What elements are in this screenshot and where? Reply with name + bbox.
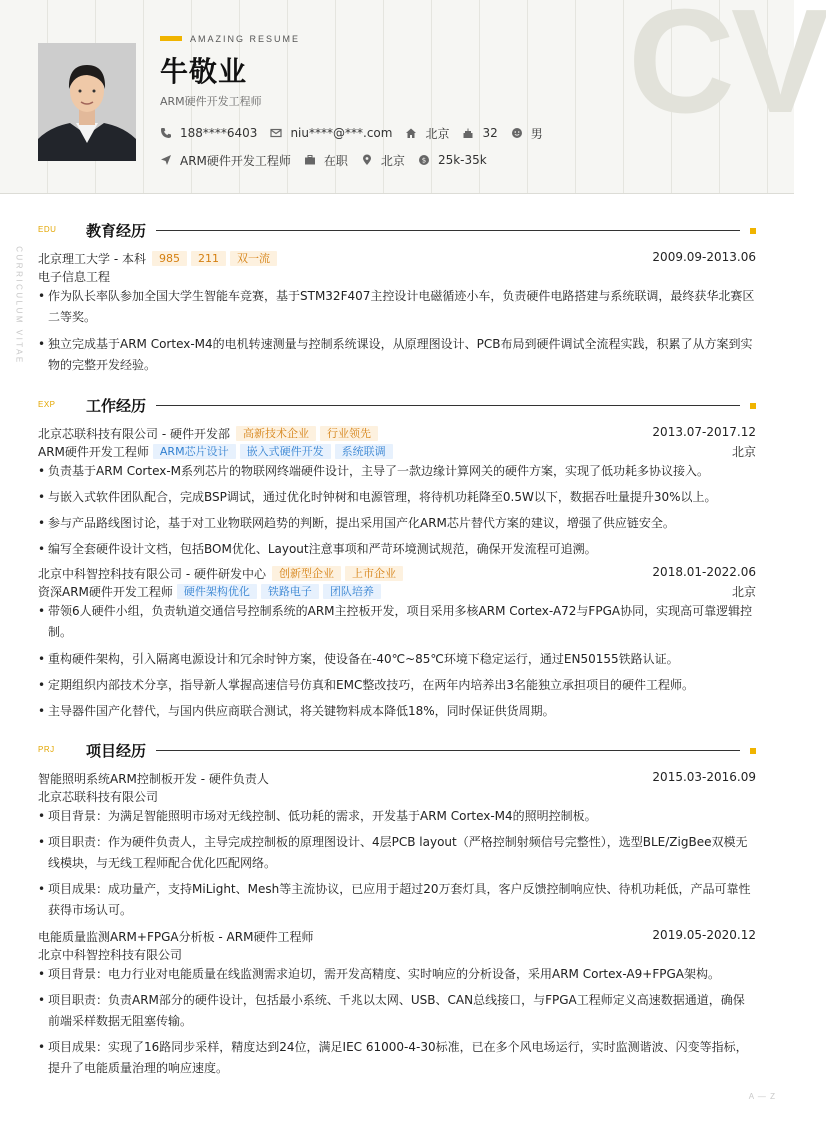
- job-intent-row: [160, 151, 500, 169]
- section-marker: [750, 748, 756, 754]
- briefcase-icon: [304, 154, 316, 166]
- footer-mark: A — Z: [748, 1092, 776, 1101]
- major: 电子信息工程: [38, 270, 111, 284]
- section-marker: [750, 228, 756, 234]
- section-divider: [156, 405, 740, 406]
- project-entry-header: [38, 928, 756, 945]
- work-city: 北京: [731, 445, 756, 459]
- home-icon: [405, 127, 417, 139]
- list-item: • 参与产品路线图讨论，基于对工业物联网趋势的判断，提出采用国产化ARM芯片替代方案的建议，增强了供应链安全。: [38, 516, 675, 530]
- section-title: 教育经历: [86, 222, 147, 240]
- section-title: 项目经历: [86, 742, 147, 760]
- list-item: • 项目职责：负责ARM部分的硬件设计，包括最小系统、千兆以太网、USB、CAN总线接口，与FPGA工程师定义高速数据通道，确保前端采样数据无阻塞传输。: [38, 993, 745, 1028]
- skill-tag: 嵌入式硬件开发: [240, 444, 331, 459]
- profile-photo: [38, 43, 136, 161]
- list-item: • 重构硬件架构，引入隔离电源设计和冗余时钟方案，使设备在-40℃~85℃环境下稳定运行，通过EN50155铁路认证。: [38, 652, 679, 666]
- section-code: EXP: [38, 400, 56, 409]
- tagline: AMAZING RESUME: [190, 34, 301, 44]
- smile-icon: [511, 127, 523, 139]
- section-divider: [156, 230, 740, 231]
- section-code: PRJ: [38, 745, 55, 754]
- work-position-row: [38, 443, 756, 460]
- work-entry-header: [38, 425, 756, 442]
- list-item: • 项目背景：为满足智能照明市场对无线控制、低功耗的需求，开发基于ARM Cortex-M4的照明控制板。: [38, 809, 597, 823]
- list-item: • 项目成果：成功量产，支持MiLight、Mesh等主流协议，已应用于超过20万套灯具，客户反馈控制响应快、待机功耗低，产品可靠性获得市场认可。: [38, 882, 751, 917]
- list-item: • 作为队长率队参加全国大学生智能车竞赛，基于STM32F407主控设计电磁循迹小车，负责硬件电路搭建与系统联调，最终获华北赛区二等奖。: [38, 289, 755, 324]
- salary-item: $ 25k-35k: [418, 153, 487, 167]
- candidate-name: 牛敬业: [160, 55, 248, 88]
- status-item: 在职: [304, 152, 348, 169]
- project-company-row: [38, 788, 756, 805]
- list-item: • 带领6人硬件小组，负责轨道交通信号控制系统的ARM主控板开发，项目采用多核ARM Cortex-A72与FPGA协同，实现高可靠逻辑控制。: [38, 604, 753, 639]
- target-job-item: ARM硬件开发工程师: [160, 152, 291, 169]
- work-date: 2013.07-2017.12: [652, 425, 756, 439]
- age-item: 32: [462, 126, 497, 140]
- contact-row: [160, 124, 556, 142]
- position: 资深ARM硬件开发工程师: [38, 585, 173, 599]
- skill-tag: ARM芯片设计: [153, 444, 236, 459]
- education-date: 2009.09-2013.06: [652, 250, 756, 264]
- project-date: 2015.03-2016.09: [652, 770, 756, 784]
- education-major-row: [38, 268, 756, 285]
- money-icon: [418, 154, 430, 166]
- project-date: 2019.05-2020.12: [652, 928, 756, 942]
- project-name: 智能照明系统ARM控制板开发 - 硬件负责人: [38, 772, 269, 786]
- project-entry-header: [38, 770, 756, 787]
- section-divider: [156, 750, 740, 751]
- city-item: 北京: [405, 125, 449, 142]
- mail-icon: [270, 127, 282, 139]
- list-item: • 独立完成基于ARM Cortex-M4的电机转速测量与控制系统课设，从原理图设计、PCB布局到硬件调试全流程实践，积累了从方案到实物的完整开发经验。: [38, 337, 753, 372]
- skill-tag: 团队培养: [323, 584, 381, 599]
- school-tag: 双一流: [230, 251, 277, 266]
- project-company: 北京芯联科技有限公司: [38, 790, 159, 804]
- accent-bar: [160, 36, 182, 41]
- company-tag: 高新技术企业: [236, 426, 316, 441]
- section-work: [38, 395, 756, 417]
- project-company-row: [38, 946, 756, 963]
- target-city-item: 北京: [361, 152, 405, 169]
- candidate-title: ARM硬件开发工程师: [160, 95, 262, 108]
- list-item: • 主导器件国产化替代，与国内供应商联合测试，将关键物料成本降低18%，同时保证供货周期。: [38, 704, 555, 718]
- work-date: 2018.01-2022.06: [652, 565, 756, 579]
- company-name: 北京中科智控科技有限公司 - 硬件研发中心: [38, 567, 266, 581]
- company-tag: 创新型企业: [272, 566, 341, 581]
- work-entry-header: [38, 565, 756, 582]
- section-education: [38, 220, 756, 242]
- resume-header: [0, 0, 826, 194]
- list-item: • 项目背景：电力行业对电能质量在线监测需求迫切，需开发高精度、实时响应的分析设备，采用ARM Cortex-A9+FPGA架构。: [38, 967, 720, 981]
- project-company: 北京中科智控科技有限公司: [38, 948, 183, 962]
- email-item: niu****@***.com: [270, 126, 392, 140]
- list-item: • 定期组织内部技术分享，指导新人掌握高速信号仿真和EMC整改技巧，在两年内培养出3名能独立承担项目的硬件工程师。: [38, 678, 694, 692]
- company-tag: 上市企业: [345, 566, 403, 581]
- education-entry-header: [38, 250, 756, 267]
- side-vertical-text: CURRICULUM VITAE: [14, 246, 24, 365]
- phone-icon: [160, 127, 172, 139]
- position: ARM硬件开发工程师: [38, 445, 149, 459]
- section-projects: [38, 740, 756, 762]
- send-icon: [160, 154, 172, 166]
- school-tag: 985: [152, 251, 187, 266]
- section-title: 工作经历: [86, 397, 147, 415]
- cv-watermark: CV: [628, 0, 826, 144]
- location-pin-icon: [361, 154, 373, 166]
- school-name: 北京理工大学 - 本科: [38, 252, 146, 266]
- project-name: 电能质量监测ARM+FPGA分析板 - ARM硬件工程师: [38, 930, 314, 944]
- company-name: 北京芯联科技有限公司 - 硬件开发部: [38, 427, 230, 441]
- skill-tag: 铁路电子: [261, 584, 319, 599]
- list-item: • 项目职责：作为硬件负责人，主导完成控制板的原理图设计、4层PCB layout（严格控制射频信号完整性），选型BLE/ZigBee双模无线模块，与无线工程师配合优化匹配网络。: [38, 835, 748, 870]
- company-tag: 行业领先: [320, 426, 378, 441]
- list-item: • 项目成果：实现了16路同步采样，精度达到24位，满足IEC 61000-4-30标准，已在多个风电场运行，实时监测谐波、闪变等指标，提升了电能质量治理的响应速度。: [38, 1040, 748, 1075]
- section-code: EDU: [38, 225, 57, 234]
- school-tag: 211: [191, 251, 226, 266]
- list-item: • 编写全套硬件设计文档，包括BOM优化、Layout注意事项和严苛环境测试规范，确保开发流程可追溯。: [38, 542, 597, 556]
- list-item: • 负责基于ARM Cortex-M系列芯片的物联网终端硬件设计，主导了一款边缘计算网关的硬件方案，实现了低功耗多协议接入。: [38, 464, 710, 478]
- work-city: 北京: [731, 585, 756, 599]
- skill-tag: 系统联调: [335, 444, 393, 459]
- work-position-row: [38, 583, 756, 600]
- svg-text:$: $: [421, 156, 427, 165]
- skill-tag: 硬件架构优化: [177, 584, 257, 599]
- phone-item: 188****6403: [160, 126, 257, 140]
- section-marker: [750, 403, 756, 409]
- cake-icon: [462, 127, 474, 139]
- gender-item: 男: [511, 125, 543, 142]
- list-item: • 与嵌入式软件团队配合，完成BSP调试，通过优化时钟树和电源管理，将待机功耗降至0.5W以下，数据吞吐量提升30%以上。: [38, 490, 717, 504]
